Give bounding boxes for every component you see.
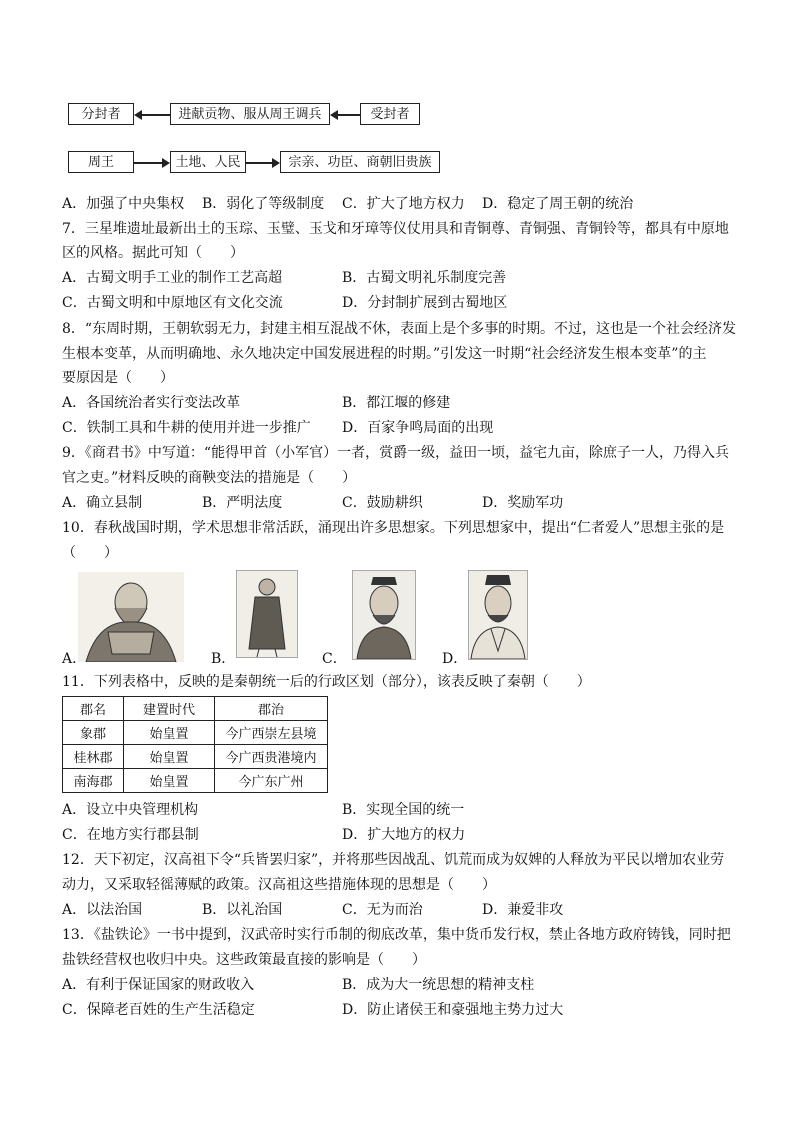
table-row: [63, 769, 328, 793]
q11-stem: 11．下列表格中，反映的是秦朝统一后的行政区划（部分），该表反映了秦朝（ ）: [62, 674, 591, 690]
q8-stem: 8．“东周时期，王朝软弱无力，封建主相互混战不休，表面上是个多事的时期。不过，这也是一个社会经济发: [62, 321, 737, 337]
table-cell: 始皇置: [124, 745, 215, 769]
diagram-box-shoufeng: 受封者: [360, 103, 420, 125]
q9-option-b: B．严明法度: [202, 495, 283, 511]
table-cell: 始皇置: [124, 721, 215, 745]
table-header-cell: 郡治: [215, 697, 328, 721]
arrow-head: [272, 158, 280, 168]
q6-option-b: B．弱化了等级制度: [202, 196, 325, 212]
q13-stem: 盐铁经营权也收归中央。这些政策最直接的影响是（ ）: [62, 952, 426, 968]
q10-stem: 10．春秋战国时期，学术思想非常活跃，涌现出许多思想家。下列思想家中，提出“仁者爱人”思想主张的是: [62, 520, 725, 536]
table-header-cell: 郡名: [63, 697, 124, 721]
q8-option-b: B．都江堰的修建: [342, 395, 451, 411]
table-row: [63, 721, 328, 745]
q9-stem: 官之吏。”材料反映的商鞅变法的措施是（ ）: [62, 470, 357, 486]
q7-stem: 7．三星堆遗址最新出土的玉琮、玉璧、玉戈和牙璋等仪仗用具和青铜尊、青铜强、青铜铃等，都具有中原地: [62, 221, 729, 237]
arrow-head: [162, 158, 170, 168]
q9-option-a: A．确立县制: [62, 495, 143, 511]
q8-option-d: D．百家争鸣局面的出现: [342, 420, 494, 436]
q11-table: [62, 696, 328, 793]
q12-option-b: B．以礼治国: [202, 902, 283, 918]
q9-option-d: D．奖励军功: [482, 495, 564, 511]
table-cell: 今广东广州: [215, 769, 328, 793]
table-header-cell: 建置时代: [124, 697, 215, 721]
q6-option-a: A．加强了中央集权: [62, 196, 185, 212]
q8-stem: 生根本变革，从而明确地、永久地决定中国发展进程的时期。”引发这一时期“社会经济发生根本变革”的主: [62, 346, 707, 362]
q11-option-b: B．实现全国的统一: [342, 802, 465, 818]
q7-stem: 区的风格。据此可知（ ）: [62, 245, 244, 261]
portrait-a-image: [78, 572, 184, 662]
arrow-line: [336, 114, 360, 116]
q10-stem: （ ）: [62, 545, 118, 561]
q13-option-a: A．有利于保证国家的财政收入: [62, 977, 255, 993]
q12-stem: 12．天下初定，汉高祖下令“兵皆罢归家”，并将那些因战乱、饥荒而成为奴婢的人释放为平民以增加农业劳: [62, 852, 725, 868]
q11-option-d: D．扩大地方的权力: [342, 827, 466, 843]
diagram-box-tudi: 土地、人民: [170, 151, 246, 173]
q11-option-c: C．在地方实行郡县制: [62, 827, 199, 843]
table-cell: 象郡: [63, 721, 124, 745]
arrow-line: [246, 162, 272, 164]
q12-option-a: A．以法治国: [62, 902, 143, 918]
table-row: [63, 745, 328, 769]
q8-option-c: C．铁制工具和牛耕的使用并进一步推广: [62, 420, 311, 436]
q9-option-c: C．鼓励耕织: [342, 495, 423, 511]
q10-label-b: B．: [211, 651, 236, 667]
table-cell: 桂林郡: [63, 745, 124, 769]
q13-option-b: B．成为大一统思想的精神支柱: [342, 977, 535, 993]
q13-option-d: D．防止诸侯王和豪强地主势力过大: [342, 1002, 564, 1018]
q9-stem: 9．《商君书》中写道：“能得甲首（小军官）一者，赏爵一级，益田一顷，益宅九亩，除庶子一人，乃得入兵: [62, 445, 730, 461]
q6-option-c: C．扩大了地方权力: [342, 196, 465, 212]
q10-label-d: D．: [442, 651, 468, 667]
q13-stem: 13．《盐铁论》一书中提到，汉武帝时实行币制的彻底改革，集中货币发行权，禁止各地方政府铸钱，同时把: [62, 927, 731, 943]
q8-option-a: A．各国统治者实行变法改革: [62, 395, 241, 411]
arrow-line: [140, 114, 170, 116]
table-cell: 始皇置: [124, 769, 215, 793]
q8-stem: 要原因是（ ）: [62, 370, 174, 386]
q6-option-d: D．稳定了周王朝的统治: [482, 196, 634, 212]
table-cell: 今广西崇左县境: [215, 721, 328, 745]
q12-option-d: D．兼爱非攻: [482, 902, 564, 918]
table-cell: 南海郡: [63, 769, 124, 793]
table-cell: 今广西贵港境内: [215, 745, 328, 769]
diagram-box-zhouwang: 周王: [68, 151, 134, 173]
q7-option-a: A．古蜀文明手工业的制作工艺高超: [62, 270, 283, 286]
q10-label-c: C．: [322, 651, 347, 667]
diagram-box-feng: 分封者: [68, 103, 134, 125]
diagram-box-zongqin: 宗亲、功臣、商朝旧贵族: [280, 151, 440, 173]
portrait-d-image: [468, 570, 528, 660]
portrait-b-image: [236, 570, 298, 658]
diagram-box-jinxian: 进献贡物、服从周王调兵: [170, 103, 330, 125]
arrow-line: [134, 162, 162, 164]
q12-stem: 动力，又采取轻徭薄赋的政策。汉高祖这些措施体现的思想是（ ）: [62, 877, 496, 893]
q13-option-c: C．保障老百姓的生产生活稳定: [62, 1002, 255, 1018]
table-header-row: [63, 697, 328, 721]
arrow-head: [330, 110, 338, 120]
q11-option-a: A．设立中央管理机构: [62, 802, 199, 818]
arrow-head: [134, 110, 142, 120]
q7-option-d: D．分封制扩展到古蜀地区: [342, 295, 508, 311]
q7-option-b: B．古蜀文明礼乐制度完善: [342, 270, 507, 286]
q10-label-a: A．: [62, 651, 87, 667]
portrait-c-image: [352, 570, 416, 660]
q7-option-c: C．古蜀文明和中原地区有文化交流: [62, 295, 283, 311]
q12-option-c: C．无为而治: [342, 902, 423, 918]
